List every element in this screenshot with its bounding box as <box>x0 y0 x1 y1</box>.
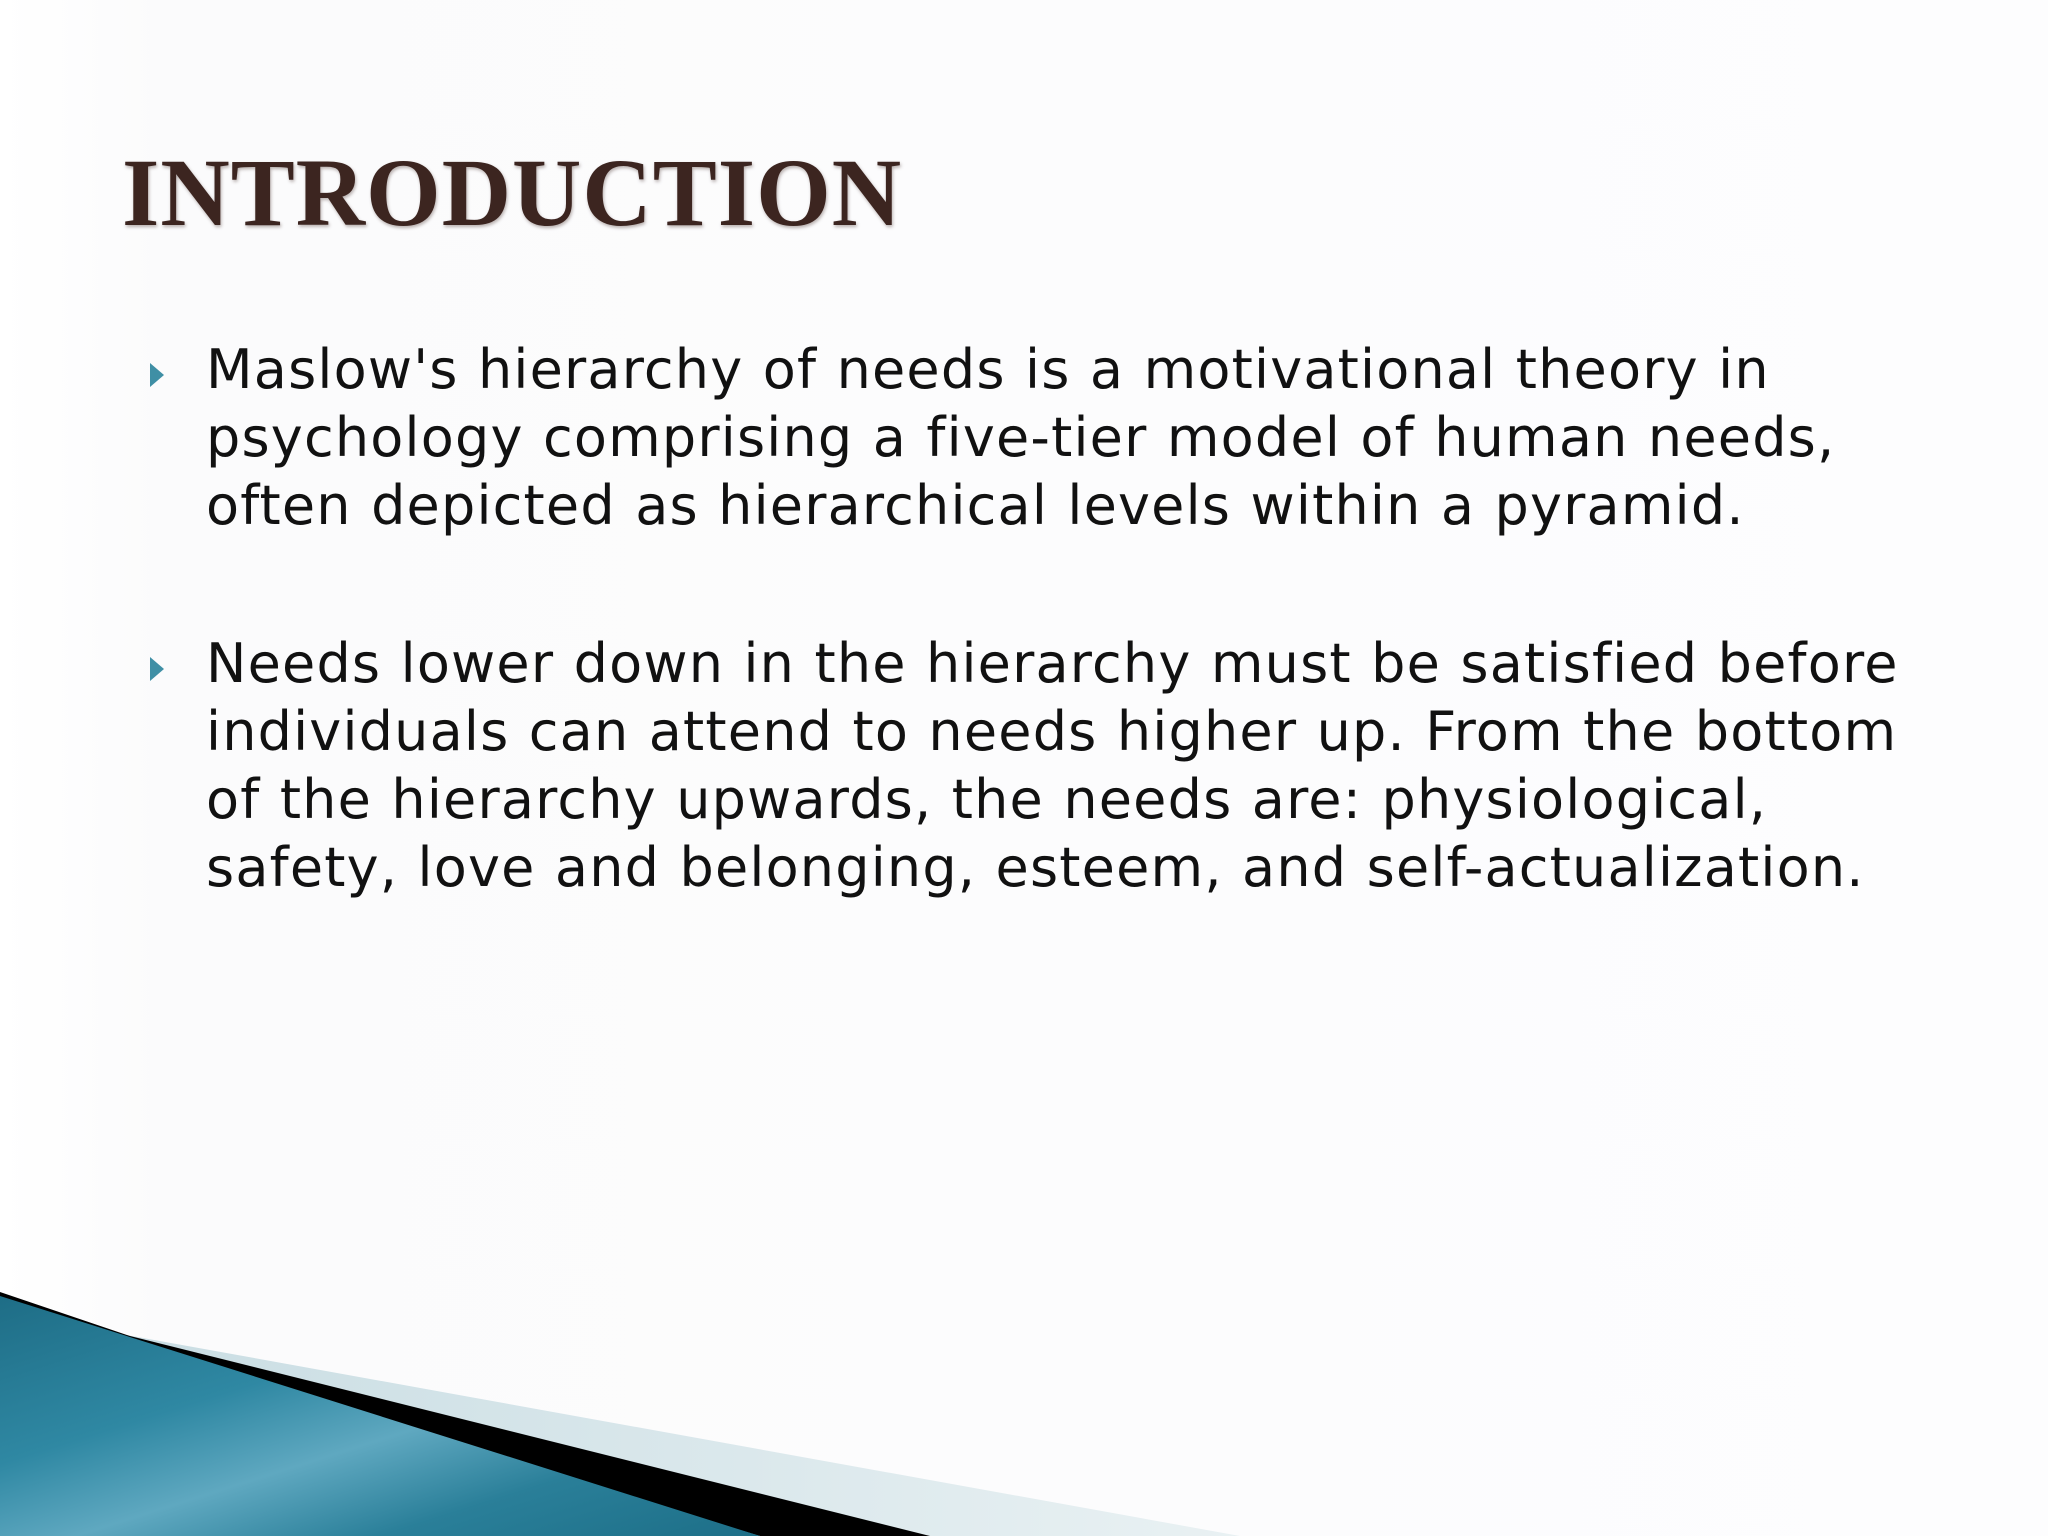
bullet-list <box>0 336 2048 992</box>
triangle-bullet-icon <box>150 657 164 681</box>
bullet-item <box>0 630 1946 902</box>
bullet-item <box>0 336 1946 540</box>
triangle-bullet-icon <box>150 363 164 387</box>
corner-swoosh-decoration <box>0 1240 2048 1536</box>
teal-swoosh <box>0 1296 760 1536</box>
bullet-text: Needs lower down in the hierarchy must be satisfied before individuals can attend to needs higher up. From the bottom of the hierarchy upwards, the needs are: physiological, safety, love and belonging, esteem, and self-actualization. <box>206 632 1899 899</box>
bullet-text: Maslow's hierarchy of needs is a motivational theory in psychology comprising a five-tier model of human needs, often depicted as hierarchical levels within a pyramid. <box>206 338 1836 537</box>
slide-title: INTRODUCTION <box>122 139 903 246</box>
